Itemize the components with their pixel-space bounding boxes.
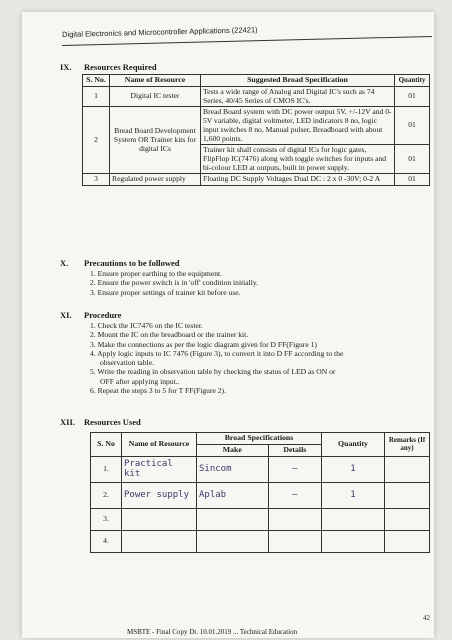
row-details bbox=[268, 508, 321, 530]
row-no: 2 bbox=[83, 107, 110, 174]
row-make bbox=[197, 508, 269, 530]
precautions-list bbox=[90, 269, 258, 297]
row-qty: 01 bbox=[395, 86, 430, 106]
row-name: Digital IC tester bbox=[110, 86, 201, 106]
row-details bbox=[268, 530, 321, 552]
row-details: — bbox=[268, 482, 321, 508]
row-remarks bbox=[385, 530, 430, 552]
resources-used-table bbox=[90, 432, 430, 553]
row-name: Bread Board Development System OR Trainer kits for digital ICs bbox=[110, 107, 201, 174]
row-no: 3. bbox=[91, 508, 122, 530]
section-x-title: Precautions to be followed bbox=[84, 258, 180, 268]
row-name bbox=[122, 508, 197, 530]
table-row bbox=[91, 508, 430, 530]
list-item: 6. Repeat the steps 3 to 5 for T FF(Figure 2). bbox=[90, 385, 226, 395]
col-sno: S. No. bbox=[83, 75, 110, 87]
row-make bbox=[197, 530, 269, 552]
table-row bbox=[83, 107, 430, 145]
row-no: 3 bbox=[83, 174, 110, 186]
section-ix-number: IX. bbox=[60, 62, 72, 72]
col-broad: Broad Specifications bbox=[197, 433, 322, 445]
row-no: 2. bbox=[91, 482, 122, 508]
row-make: Aplab bbox=[197, 482, 269, 508]
col-name: Name of Resource bbox=[122, 433, 197, 457]
section-ix-title: Resources Required bbox=[84, 62, 157, 72]
row-name: Regulated power supply bbox=[110, 174, 201, 186]
page-footer: MSBTE - Final Copy Dt. 10.01.2019 ... Technical Education bbox=[127, 628, 298, 636]
col-qty: Quantity bbox=[395, 75, 430, 87]
row-qty: 1 bbox=[322, 482, 385, 508]
row-make: Sincom bbox=[197, 456, 269, 482]
table-row bbox=[91, 482, 430, 508]
table-row bbox=[83, 174, 430, 186]
row-qty-alt: 01 bbox=[395, 145, 430, 174]
row-remarks bbox=[385, 508, 430, 530]
row-spec: Floating DC Supply Voltages Dual DC : 2 x 0 -30V; 0-2 A bbox=[201, 174, 395, 186]
row-no: 4. bbox=[91, 530, 122, 552]
section-xi-number: XI. bbox=[60, 310, 72, 320]
list-item: 3. Make the connections as per the logic diagram given for D FF(Figure 1) bbox=[90, 339, 317, 349]
row-qty: 01 bbox=[395, 107, 430, 145]
section-x-number: X. bbox=[60, 258, 69, 268]
col-details: Details bbox=[268, 444, 321, 456]
col-remarks: Remarks (If any) bbox=[385, 433, 430, 457]
table-row bbox=[91, 530, 430, 552]
row-name: Practical kit bbox=[122, 456, 197, 482]
row-no: 1 bbox=[83, 86, 110, 106]
row-no: 1. bbox=[91, 456, 122, 482]
row-qty: 1 bbox=[322, 456, 385, 482]
page-header: Digital Electronics and Microcontroller Applications (22421) bbox=[62, 25, 258, 39]
section-xi-title: Procedure bbox=[84, 310, 122, 320]
section-xii-title: Resources Used bbox=[84, 417, 141, 427]
col-sno: S. No bbox=[91, 433, 122, 457]
list-item: 2. Mount the IC on the breadboard or the trainer kit. bbox=[90, 330, 249, 340]
row-spec: Tests a wide range of Analog and Digital IC's such as 74 Series, 40/45 Series of CMOS IC's. bbox=[201, 86, 395, 106]
col-spec: Suggested Broad Specification bbox=[201, 75, 395, 87]
row-spec-alt: Trainer kit shall consists of digital ICs for logic gates, FlipFlop IC(7476) along with toggle switches for inputs and bi-colour LED at outputs, built in power supply. bbox=[201, 145, 395, 174]
table-row bbox=[91, 456, 430, 482]
col-qty: Quantity bbox=[322, 433, 385, 457]
row-qty: 01 bbox=[395, 174, 430, 186]
row-name: Power supply bbox=[122, 482, 197, 508]
row-remarks bbox=[385, 482, 430, 508]
document-page bbox=[22, 12, 434, 638]
row-qty bbox=[322, 508, 385, 530]
procedure-list bbox=[90, 321, 343, 395]
page-number: 42 bbox=[423, 614, 430, 622]
table-row bbox=[83, 86, 430, 106]
col-name: Name of Resource bbox=[110, 75, 201, 87]
section-xii-number: XII. bbox=[60, 417, 75, 427]
col-make: Make bbox=[197, 444, 269, 456]
list-item: 1. Ensure proper earthing to the equipment. bbox=[90, 269, 223, 278]
table-header-row bbox=[83, 75, 430, 87]
row-details: — bbox=[268, 456, 321, 482]
list-item: 1. Check the IC7476 on the IC tester. bbox=[90, 321, 203, 330]
list-item: OFF after applying input.. bbox=[100, 376, 180, 386]
list-item: 4. Apply logic inputs to IC 7476 (Figure 3), to convert it into D FF according to the bbox=[90, 348, 344, 358]
row-remarks bbox=[385, 456, 430, 482]
table-header-row bbox=[91, 433, 430, 445]
resources-required-table bbox=[82, 74, 430, 186]
list-item: 3. Ensure proper settings of trainer kit before use. bbox=[90, 287, 241, 297]
row-qty bbox=[322, 530, 385, 552]
row-name bbox=[122, 530, 197, 552]
list-item: 2. Ensure the power switch is in 'off' condition initially. bbox=[90, 278, 259, 288]
list-item: observation table. bbox=[100, 358, 154, 367]
row-spec: Bread Board system with DC power output 5V, +/-12V and 0-5V variable, digital voltmeter, LED indicators 8 no, logic input switches 8 no, Manual pulser, Breadboard with about 1,600 points. bbox=[201, 107, 395, 145]
list-item: 5. Write the reading in observation table by checking the status of LED as ON or bbox=[90, 367, 336, 377]
